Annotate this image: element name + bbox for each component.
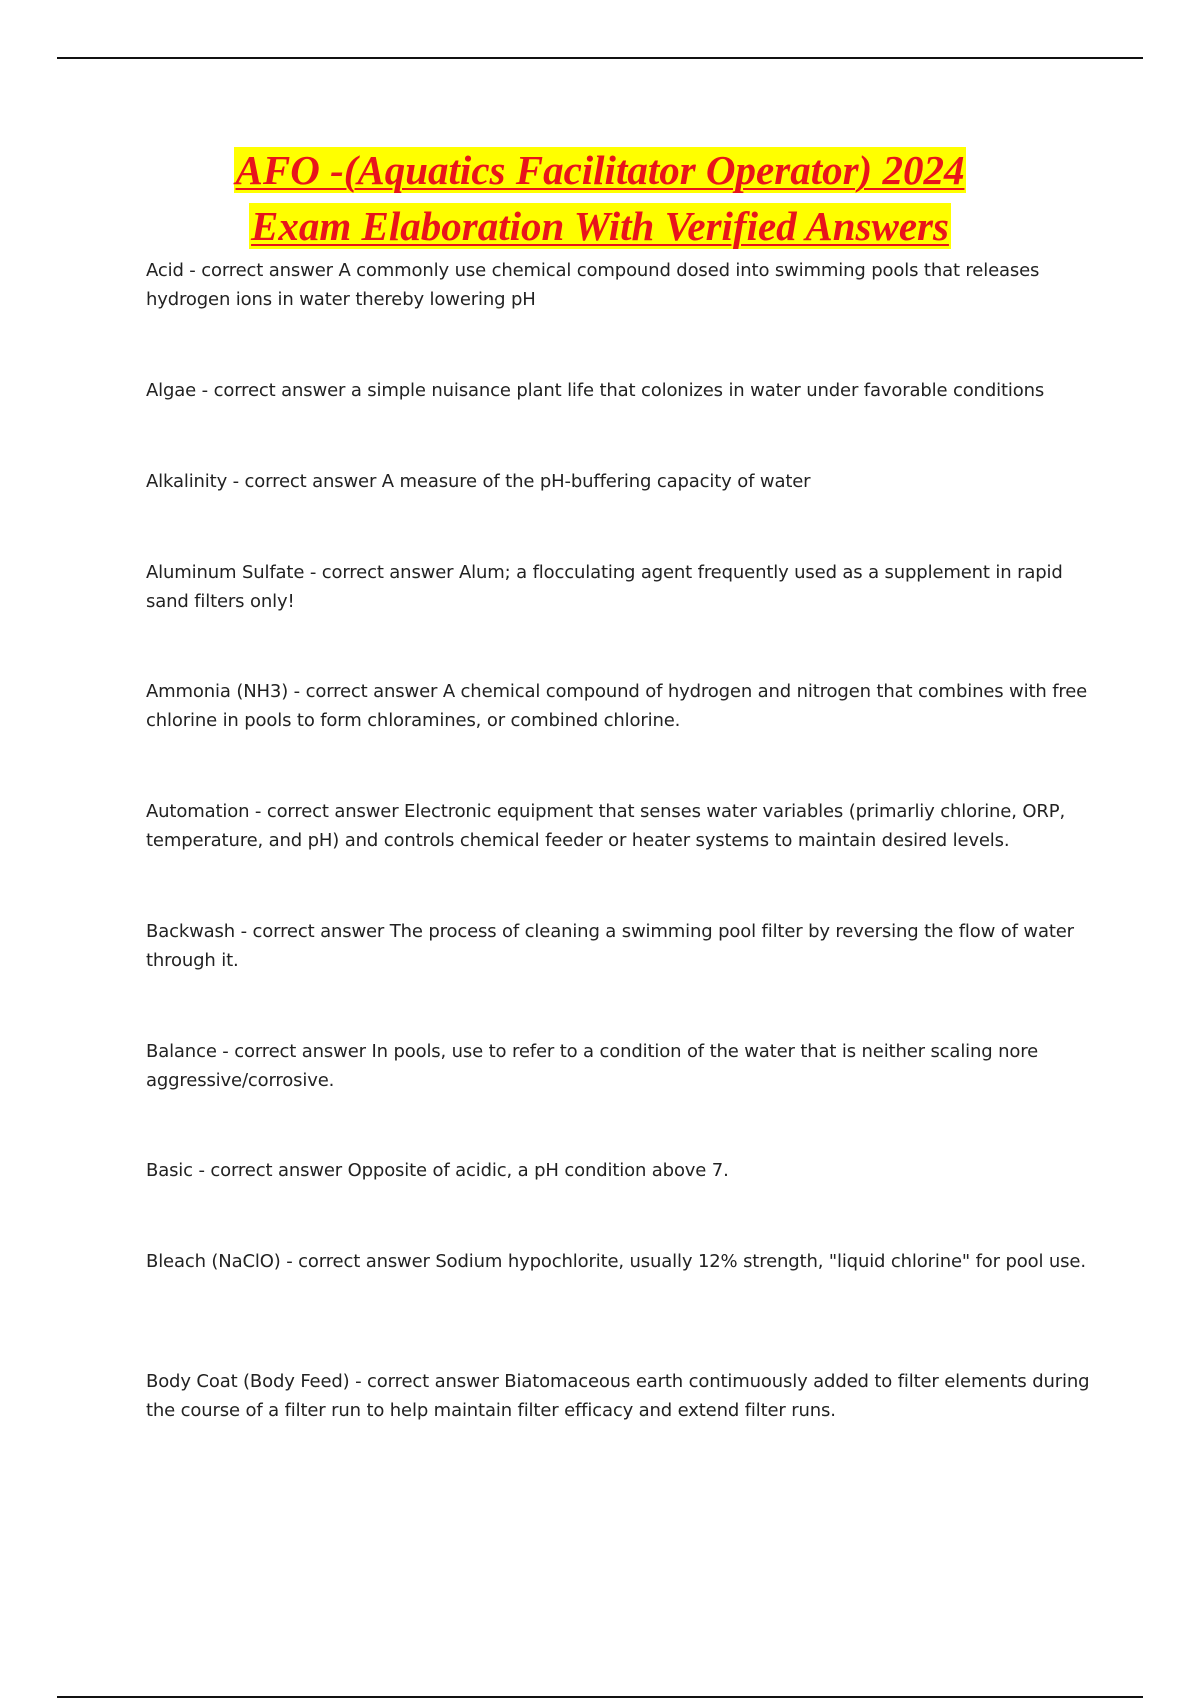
title-line-1: AFO -(Aquatics Facilitator Operator) 2024 [235,147,965,193]
bottom-rule [57,1696,1143,1698]
glossary-entry-bleach: Bleach (NaClO) - correct answer Sodium hypochlorite, usually 12% strength, "liquid chlorine" for pool use. [146,1251,1086,1272]
glossary-entry-alkalinity: Alkalinity - correct answer A measure of the pH-buffering capacity of water [146,471,811,492]
glossary-entry-automation: Automation - correct answer Electronic equipment that senses water variables (primarliy chlorine, ORP, temperature, and pH) and controls chemical feeder or heater systems to maintain desired levels. [146,801,1066,851]
glossary-entry-ammonia: Ammonia (NH3) - correct answer A chemical compound of hydrogen and nitrogen that combines with free chlorine in pools to form chloramines, or combined chlorine. [146,681,1088,731]
glossary-entry-body-coat: Body Coat (Body Feed) - correct answer Biatomaceous earth contimuously added to filter elements during the course of a filter run to help maintain filter efficacy and extend filter runs. [146,1371,1090,1421]
title-line-2: Exam Elaboration With Verified Answers [251,203,949,249]
glossary-entry-basic: Basic - correct answer Opposite of acidic, a pH condition above 7. [146,1160,729,1181]
glossary-entry-backwash: Backwash - correct answer The process of cleaning a swimming pool filter by reversing the flow of water through it. [146,921,1074,971]
glossary-entry-acid: Acid - correct answer A commonly use chemical compound dosed into swimming pools that releases hydrogen ions in water thereby lowering pH [146,260,1040,310]
top-rule [57,57,1143,59]
glossary-entry-aluminum-sulfate: Aluminum Sulfate - correct answer Alum; a flocculating agent frequently used as a supplement in rapid sand filters only! [146,562,1063,612]
document-title [0,142,1200,254]
glossary-entry-balance: Balance - correct answer In pools, use to refer to a condition of the water that is neither scaling nore aggressive/corrosive. [146,1041,1039,1091]
glossary-entry-algae: Algae - correct answer a simple nuisance plant life that colonizes in water under favorable conditions [146,380,1045,401]
